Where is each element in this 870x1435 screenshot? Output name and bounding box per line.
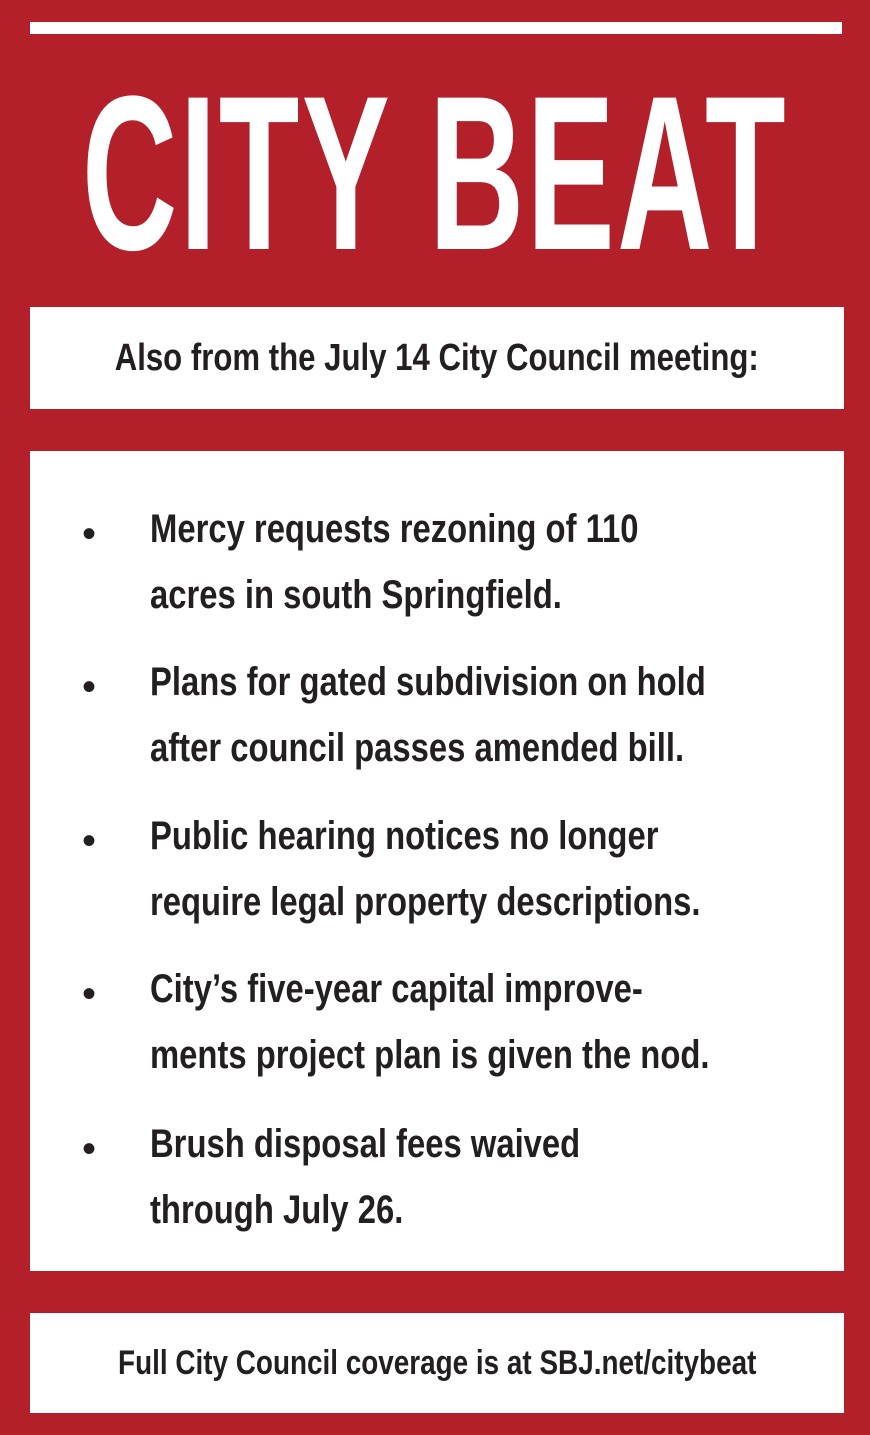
list-item-line: ments project plan is given the nod. — [150, 1033, 710, 1077]
list-item-line: require legal property descriptions. — [150, 880, 701, 924]
footer-panel — [30, 1313, 844, 1413]
list-item-text — [150, 803, 806, 935]
list-item-line: acres in south Springfield. — [150, 573, 562, 617]
list-item-text — [150, 649, 806, 781]
list-item-text — [150, 956, 806, 1088]
list-item-line: Brush disposal fees waived — [150, 1122, 581, 1166]
bullet-icon: • — [82, 512, 97, 556]
subhead-text: Also from the July 14 City Council meeting: — [114, 336, 760, 379]
items-panel — [30, 451, 844, 1271]
list-item — [30, 1111, 844, 1251]
list-item-text — [150, 1111, 806, 1243]
list-item — [30, 649, 844, 789]
masthead-title: CITY BEAT — [81, 50, 789, 296]
bullet-icon: • — [82, 819, 97, 863]
list-item — [30, 496, 844, 636]
list-item-line: through July 26. — [150, 1188, 404, 1232]
list-item-line: Public hearing notices no longer — [150, 814, 659, 858]
top-rule — [30, 22, 842, 34]
bullet-icon: • — [82, 1127, 97, 1171]
list-item-line: after council passes amended bill. — [150, 726, 685, 770]
list-item-line: Mercy requests rezoning of 110 — [150, 507, 639, 551]
subhead-panel — [30, 307, 844, 409]
bullet-icon: • — [82, 665, 97, 709]
list-item-text — [150, 496, 806, 628]
list-item-line: City’s five-year capital improve- — [150, 967, 643, 1011]
list-item — [30, 803, 844, 943]
list-item — [30, 956, 844, 1096]
footer-text: Full City Council coverage is at SBJ.net/citybeat — [117, 1343, 757, 1382]
list-item-line: Plans for gated subdivision on hold — [150, 660, 706, 704]
bullet-icon: • — [82, 972, 97, 1016]
